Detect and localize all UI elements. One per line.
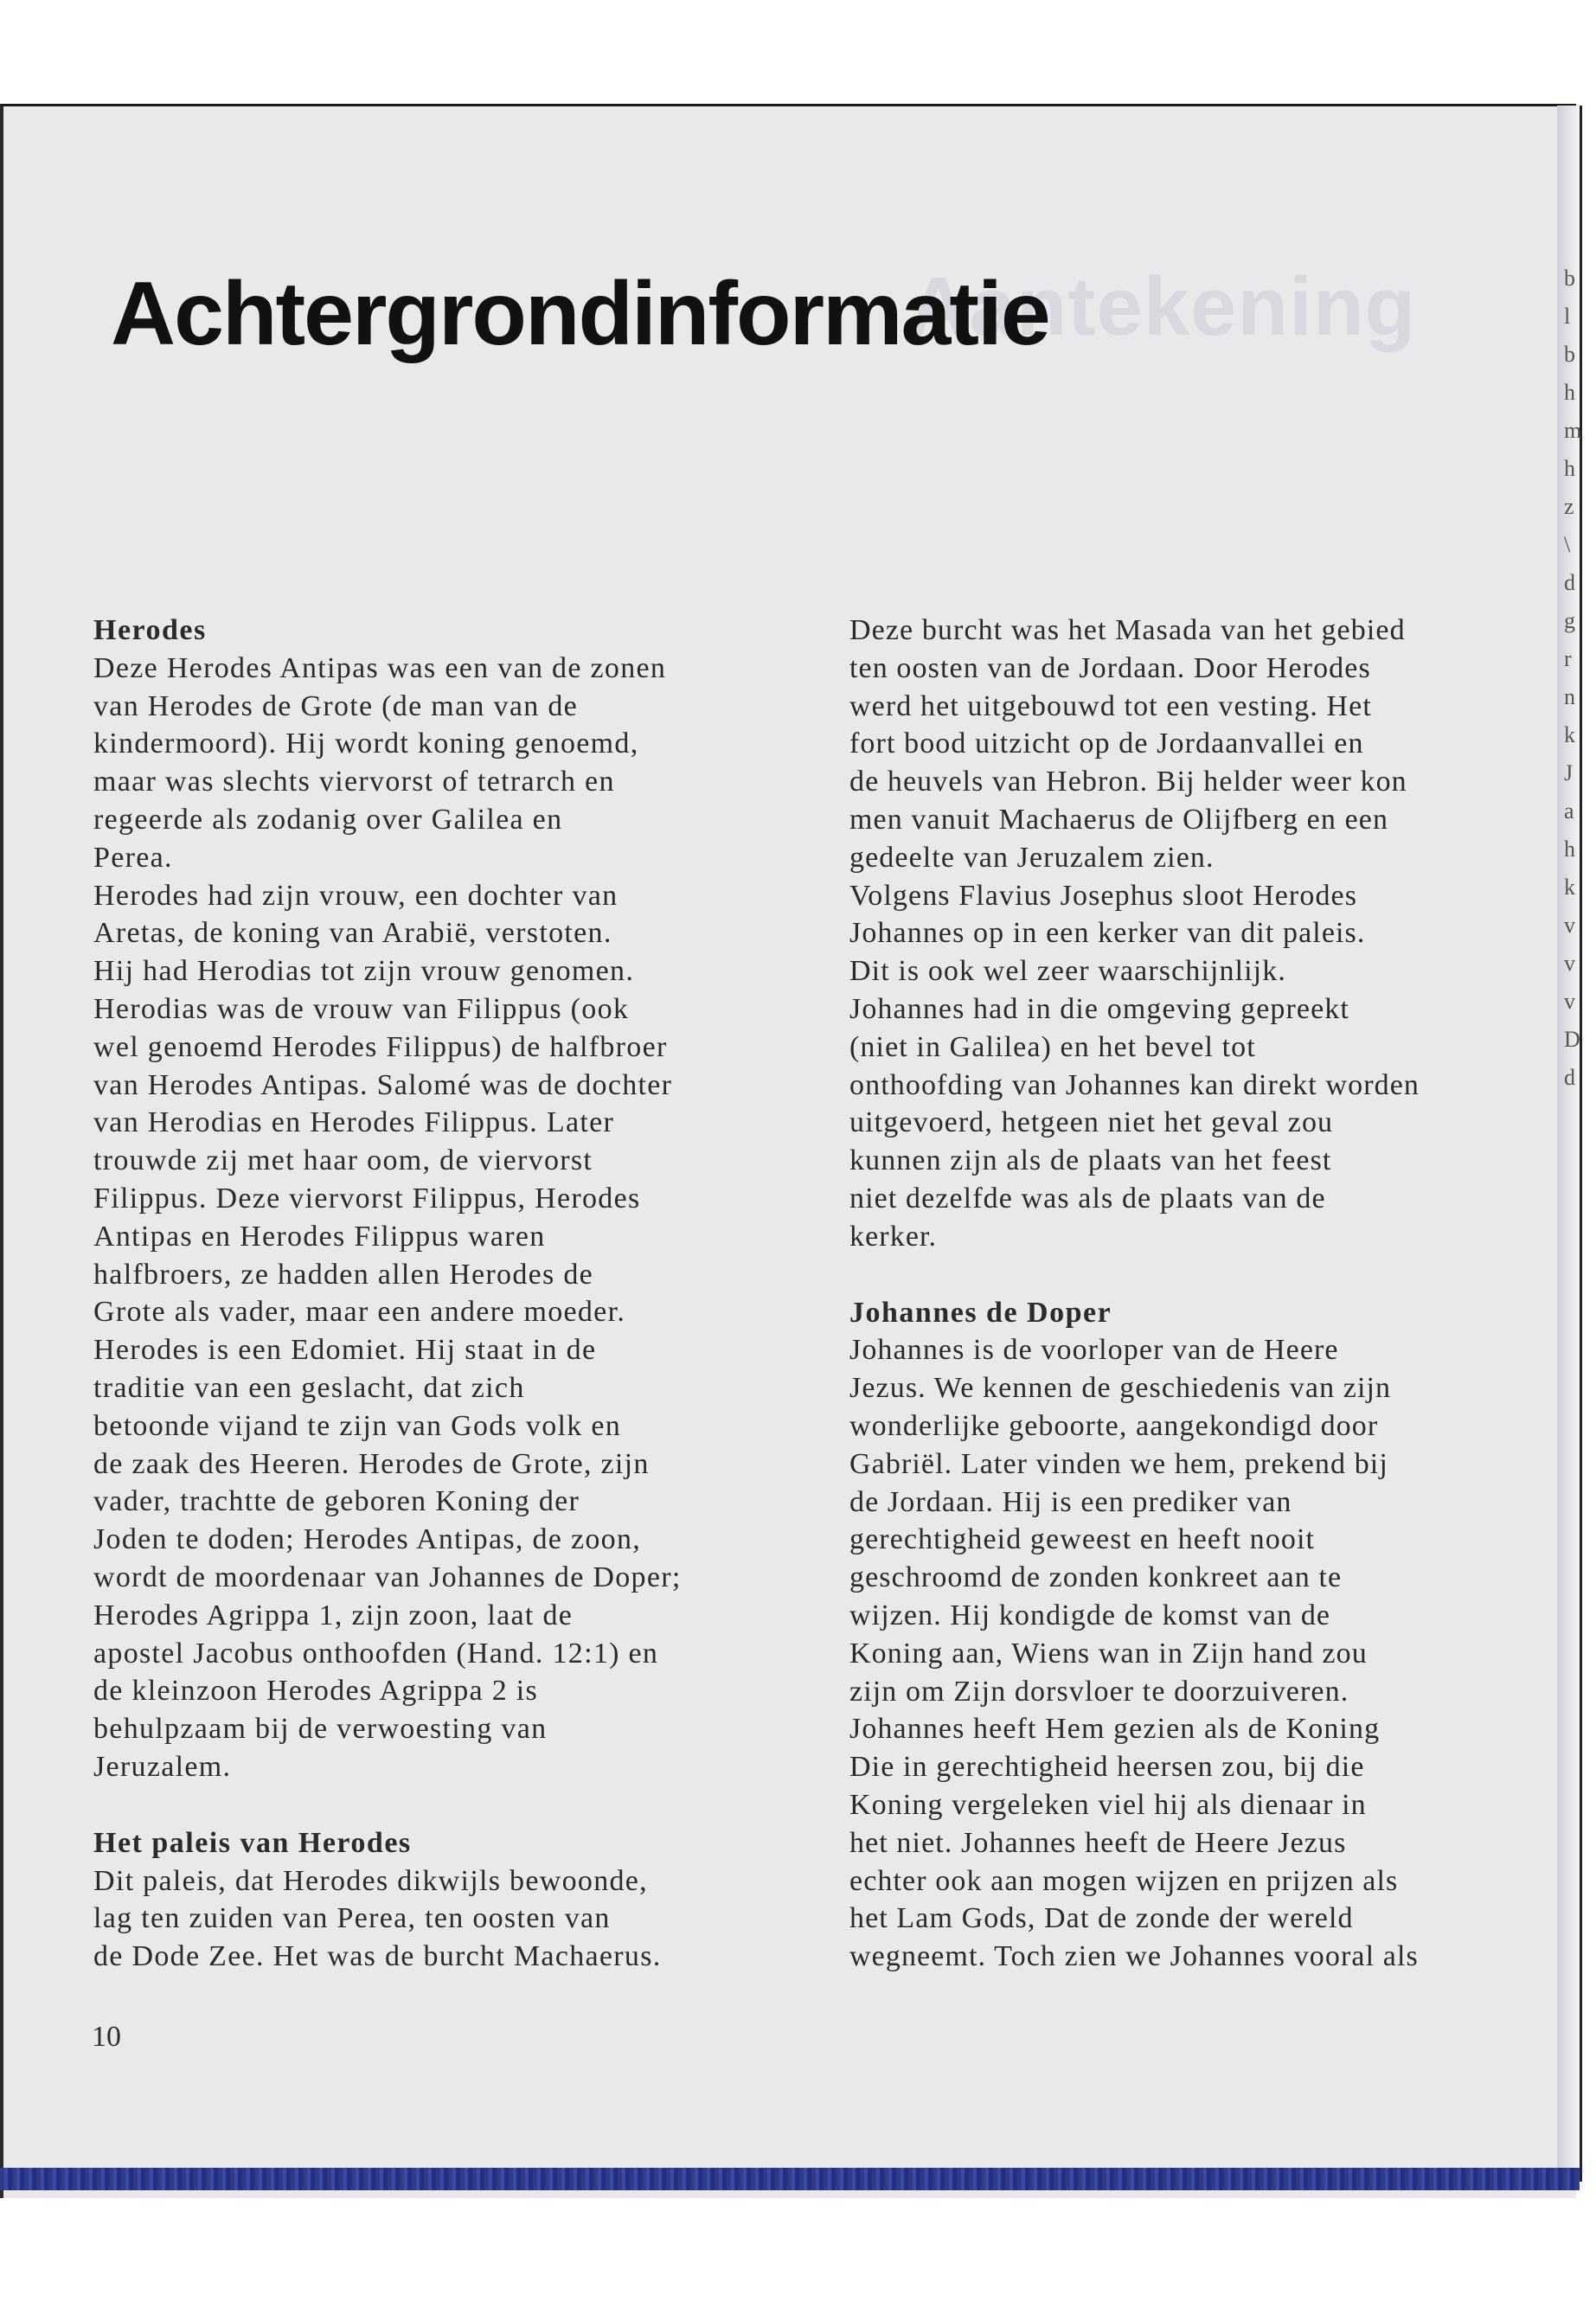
text-line: apostel Jacobus onthoofden (Hand. 12:1) en [93,1637,659,1670]
text-line: de zaak des Heeren. Herodes de Grote, zijn [93,1447,650,1480]
text-line: gerechtigheid geweest en heeft nooit [849,1523,1316,1556]
text-line: uitgevoerd, hetgeen niet het geval zou [849,1106,1334,1139]
text-line: vader, trachtte de geboren Koning der [93,1485,580,1518]
text-line: Johannes had in die omgeving gepreekt [849,992,1349,1025]
text-line: Koning aan, Wiens wan in Zijn hand zou [849,1637,1368,1670]
text-line: Joden te doden; Herodes Antipas, de zoon, [93,1523,642,1556]
text-line: Herodes is een Edomiet. Hij staat in de [93,1334,597,1367]
text-line: behulpzaam bij de verwoesting van [93,1713,548,1746]
text-line: werd het uitgebouwd tot een vesting. Het [849,689,1372,722]
text-line: traditie van een geslacht, dat zich [93,1371,525,1404]
adjacent-page-letters: b l b h m h z \ d g r n k J a h k v v v D d [1564,266,1582,1090]
text-line: kunnen zijn als de plaats van het feest [849,1144,1332,1177]
text-line: Dit paleis, dat Herodes dikwijls bewoonde, [93,1864,648,1897]
section-heading: Het paleis van Herodes [93,1826,412,1859]
bleed-through-title: Aantekening [908,260,1417,353]
text-line: Koning vergeleken viel hij als dienaar in [849,1788,1367,1821]
page-number: 10 [92,2021,121,2053]
text-line: van Herodias en Herodes Filippus. Later [93,1106,615,1139]
text-line: gedeelte van Jeruzalem zien. [849,841,1215,874]
text-line: echter ook aan mogen wijzen en prijzen als [849,1864,1399,1897]
text-line: men vanuit Machaerus de Olijfberg en een [849,803,1389,836]
text-line: kindermoord). Hij wordt koning genoemd, [93,727,639,760]
text-line: lag ten zuiden van Perea, ten oosten van [93,1902,611,1935]
text-line: Jezus. We kennen de geschiedenis van zijn [849,1372,1392,1405]
text-line: de kleinzoon Herodes Agrippa 2 is [93,1675,539,1708]
text-line: (niet in Galilea) en het bevel tot [849,1030,1256,1063]
text-line: halfbroers, ze hadden allen Herodes de [93,1258,594,1291]
text-line: niet dezelfde was als de plaats van de [849,1182,1326,1215]
text-line: wegneemt. Toch zien we Johannes vooral als [849,1940,1419,1973]
text-line: Volgens Flavius Josephus sloot Herodes [849,879,1358,912]
text-line: Grote als vader, maar een andere moeder. [93,1296,626,1329]
text-line: onthoofding van Johannes kan direkt worden [849,1068,1420,1101]
right-column [849,612,1576,1976]
text-line: van Herodes Antipas. Salomé was de dochter [93,1068,673,1101]
text-line: Hij had Herodias tot zijn vrouw genomen. [93,955,635,988]
text-line: de Dode Zee. Het was de burcht Machaerus. [93,1940,662,1973]
text-line: trouwde zij met haar oom, de viervorst [93,1144,593,1177]
text-line: wijzen. Hij kondigde de komst van de [849,1599,1331,1631]
text-line: maar was slechts viervorst of tetrarch en [93,766,615,798]
text-line: betoonde vijand te zijn van Gods volk en [93,1409,622,1442]
text-line: Johannes heeft Hem gezien als de Koning [849,1713,1381,1746]
text-line: ten oosten van de Jordaan. Door Herodes [849,651,1371,684]
text-line: Perea. [93,841,173,874]
text-line: Gabriël. Later vinden we hem, prekend bij [849,1447,1388,1480]
text-line: zijn om Zijn dorsvloer te doorzuiveren. [849,1675,1349,1708]
text-line: Dit is ook wel zeer waarschijnlijk. [849,955,1286,988]
text-line: de heuvels van Hebron. Bij helder weer kon [849,766,1407,798]
text-line: wordt de moordenaar van Johannes de Doper; [93,1561,682,1593]
text-line: Deze Herodes Antipas was een van de zonen [93,651,667,684]
bottom-color-band [0,2168,1580,2190]
text-line: het Lam Gods, Dat de zonde der wereld [849,1902,1354,1935]
text-line: Johannes op in een kerker van dit paleis. [849,917,1366,950]
text-line: regeerde als zodanig over Galilea en [93,803,563,836]
text-line: fort bood uitzicht op de Jordaanvallei en [849,727,1364,760]
section-heading: Herodes [93,614,207,646]
text-line: Die in gerechtigheid heersen zou, bij die [849,1751,1365,1784]
text-line: Herodes Agrippa 1, zijn zoon, laat de [93,1599,574,1631]
section-heading: Johannes de Doper [849,1296,1112,1329]
text-line: wel genoemd Herodes Filippus) de halfbroer [93,1030,668,1063]
text-line: de Jordaan. Hij is een prediker van [849,1485,1292,1518]
text-line: Herodes had zijn vrouw, een dochter van [93,879,619,912]
text-line: Jeruzalem. [93,1750,232,1783]
page-title: Achtergrondinformatie [111,264,1049,364]
text-line: van Herodes de Grote (de man van de [93,689,579,722]
text-line: wonderlijke geboorte, aangekondigd door [849,1409,1379,1442]
text-line: Johannes is de voorloper van de Heere [849,1334,1339,1367]
left-column [93,612,820,1976]
text-line: Herodias was de vrouw van Filippus (ook [93,992,630,1025]
text-line: Deze burcht was het Masada van het gebied [849,614,1406,646]
text-line: geschroomd de zonden konkreet aan te [849,1561,1343,1594]
text-line: Filippus. Deze viervorst Filippus, Herodes [93,1182,641,1215]
text-line: Aretas, de koning van Arabië, verstoten. [93,917,612,950]
text-line: kerker. [849,1220,938,1253]
text-line: het niet. Johannes heeft de Heere Jezus [849,1826,1347,1859]
text-line: Antipas en Herodes Filippus waren [93,1220,546,1253]
